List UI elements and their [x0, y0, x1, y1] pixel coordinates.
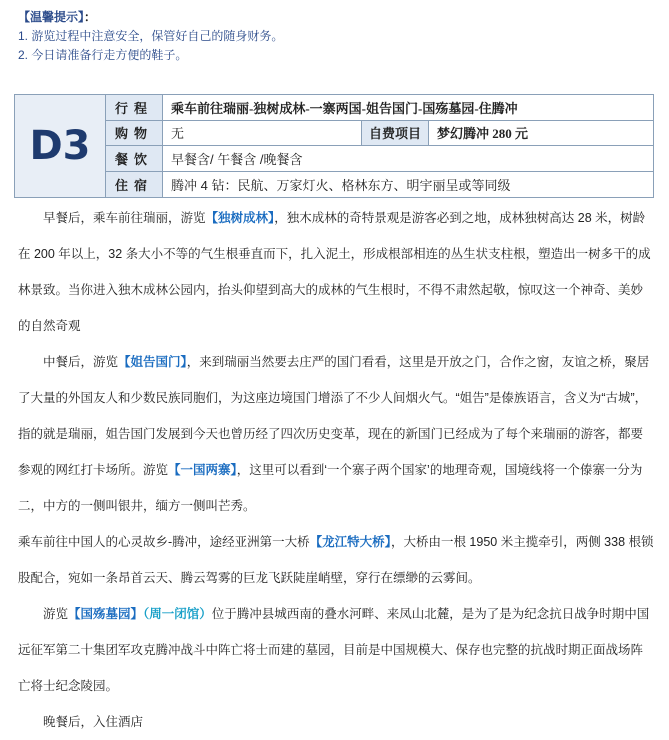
paragraph-4: [18, 596, 654, 704]
tips-title: 【温馨提示】: [18, 10, 85, 24]
tips-colon: ：: [84, 10, 97, 24]
tip-line-1: 1. 游览过程中注意安全，保管好自己的随身财务。: [18, 29, 284, 43]
optional-label: 自费项目: [362, 121, 429, 146]
tips-section: [18, 8, 283, 65]
shopping-label: 购物: [106, 121, 163, 146]
hotel-label: 住宿: [106, 172, 163, 197]
p4-highlight-1: 【国殇墓园】: [68, 607, 144, 621]
p4-text-b: 位于腾冲县城西南的叠水河畔、来凤山北麓，是为了是为纪念抗日战争时期中国远征军第二十集团军攻克腾冲战斗中阵亡将士而建的墓园，目前是中国规模大、保存也完整的抗战时期正面战场阵亡将士纪念陵园。: [18, 607, 650, 693]
p3-highlight: 【龙江特大桥】: [309, 535, 391, 549]
paragraph-5: 晚餐后，入住酒店: [43, 715, 144, 729]
paragraph-2: [18, 344, 654, 524]
itinerary-description: [18, 200, 654, 740]
hotel-row: [106, 172, 653, 197]
route-row: [106, 95, 653, 121]
day-itinerary-table: [14, 94, 654, 198]
paragraph-3: [18, 524, 654, 596]
p3-text-b: ，大桥由一根 1950 米主揽牵引，两侧 338 根锁股配合，宛如一条昂首云天、腾云驾雾的巨龙飞跃陡崖峭壁，穿行在缥缈的云雾间。: [18, 535, 654, 585]
meals-row: [106, 146, 653, 172]
hotel-value: 腾冲 4 钻：民航、万家灯火、格林东方、明宇丽呈或等同级: [171, 177, 511, 193]
shopping-value: 无: [163, 121, 362, 146]
tip-line-2: 2. 今日请准备行走方便的鞋子。: [18, 48, 188, 62]
p2-highlight-2: 【一国两寨】: [168, 463, 237, 477]
p2-highlight-1: 【姐告国门】: [118, 355, 187, 369]
route-label: 行程: [106, 95, 163, 120]
paragraph-1: [18, 200, 654, 344]
p2-text-c: ，这里可以看到‘一个寨子两个国家’的地理奇观，国境线将一个傣寨一分为二，中方的一侧叫银井，缅方一侧叫芒秀。: [18, 463, 643, 513]
itinerary-rows: [106, 95, 653, 197]
p4-text-a: 游览: [43, 607, 69, 621]
p1-text-b: ，独木成林的奇特景观是游客必到之地，成林独树高达 28 米，树龄在 200 年以上，32 条大小不等的气生根垂直而下，扎入泥土，形成根部相连的丛生状支柱根，塑造出一树多干的成林景致。当你进入独木成林公园内，抬头仰望到高大的成林的气生根时，不得不肃然起敬，惊叹这一个神奇、美妙的自然奇观: [18, 211, 651, 333]
day-label: D3: [15, 95, 106, 197]
shopping-row: [106, 121, 653, 147]
p1-text-a: 早餐后，乘车前往瑞丽，游览: [43, 211, 206, 225]
meals-label: 餐饮: [106, 146, 163, 171]
route-value: 乘车前往瑞丽-独树成林-一寨两国-姐告国门-国殇墓园-住腾冲: [171, 100, 518, 116]
p1-highlight: 【独树成林】: [205, 211, 275, 225]
meals-value: 早餐含/ 午餐含 /晚餐含: [171, 151, 303, 167]
p3-text-a: 乘车前往中国人的心灵故乡-腾冲，途经亚洲第一大桥: [18, 535, 310, 549]
optional-value: 梦幻腾冲 280 元: [437, 126, 529, 142]
p4-highlight-2: （周一闭馆）: [143, 607, 212, 621]
p2-text-a: 中餐后，游览: [43, 355, 119, 369]
p2-text-b: ，来到瑞丽当然要去庄严的国门看看，这里是开放之门，合作之窗，友谊之桥，聚居了大量的外国友人和少数民族同胞们，为这座边境国门增添了不少人间烟火气。“姐告”是傣族语言，含义为“古城”，指的就是瑞丽，姐告国门发展到今天也曾历经了四次历史变革，现在的新国门已经成为了每个来瑞丽的游客，都要参观的网红打卡场所。游览: [18, 355, 650, 477]
